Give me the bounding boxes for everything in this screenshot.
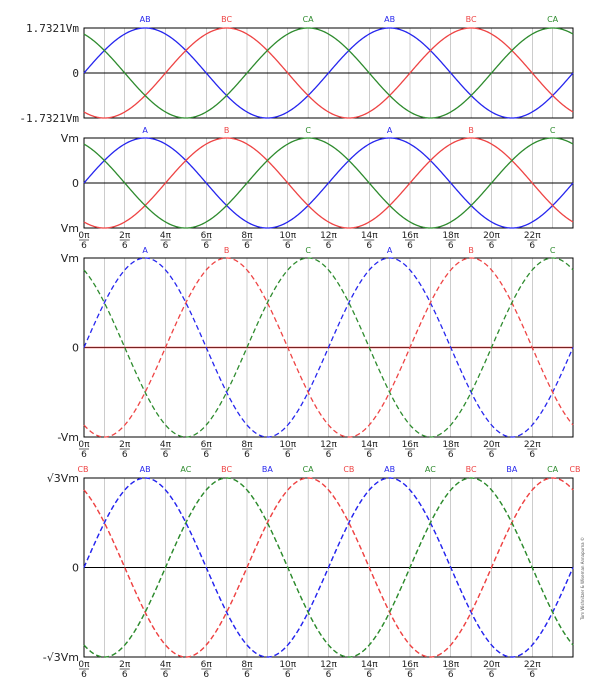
x-tick-denominator: 6 <box>121 241 128 251</box>
x-tick-label: 18π <box>442 231 460 241</box>
x-tick-label: 2π <box>119 660 131 670</box>
x-tick-denominator: 6 <box>366 670 373 680</box>
x-tick-denominator: 6 <box>244 241 250 251</box>
x-tick-denominator: 6 <box>203 670 210 680</box>
x-tick-denominator: 6 <box>121 450 128 460</box>
x-tick-label: 4π <box>159 660 172 670</box>
x-tick-denominator: 6 <box>488 670 495 680</box>
x-tick-denominator: 6 <box>366 241 373 251</box>
x-tick-denominator: 6 <box>284 241 291 251</box>
x-tick-label: 6π <box>200 660 212 670</box>
x-tick-denominator: 6 <box>203 450 210 460</box>
x-tick-denominator: 6 <box>407 450 413 460</box>
peak-label: CA <box>547 465 559 474</box>
x-tick-denominator: 6 <box>121 670 128 680</box>
x-tick-denominator: 6 <box>244 670 250 680</box>
x-tick-label: 4π <box>159 231 172 241</box>
x-tick-denominator: 6 <box>407 241 413 251</box>
x-tick-label: 12π <box>320 660 337 670</box>
x-tick-label: 12π <box>320 440 337 450</box>
credit-watermark: Tom Wishnitzer & Wiseman Annapurna © <box>580 537 585 620</box>
x-tick-label: 12π <box>320 231 337 241</box>
x-tick-denominator: 6 <box>325 670 332 680</box>
peak-label: AC <box>180 465 192 474</box>
x-tick-denominator: 6 <box>529 241 536 251</box>
x-tick-label: 16π <box>401 231 419 241</box>
series-label: CA <box>547 15 559 24</box>
x-tick-denominator: 6 <box>81 670 87 680</box>
y-tick-label: Vm <box>60 132 79 145</box>
series-label: A <box>142 126 148 135</box>
peak-label: CB <box>77 465 89 474</box>
series-label: C <box>305 126 311 135</box>
x-tick-denominator: 6 <box>244 450 250 460</box>
peak-label: BA <box>506 465 518 474</box>
x-tick-label: 14π <box>360 231 378 241</box>
peak-label: CA <box>302 465 314 474</box>
x-tick-label: 0π <box>78 231 90 241</box>
x-tick-label: 16π <box>401 660 419 670</box>
x-tick-label: 20π <box>483 660 500 670</box>
series-label: B <box>468 126 474 135</box>
y-tick-label: Vm <box>60 222 79 235</box>
y-tick-label: -1.7321Vm <box>19 112 79 125</box>
peak-label: AC <box>424 465 436 474</box>
y-tick-label: 0 <box>72 341 79 355</box>
x-tick-label: 6π <box>200 231 212 241</box>
peak-label: CB <box>343 465 355 474</box>
x-tick-label: 18π <box>442 660 460 670</box>
x-tick-label: 10π <box>279 231 297 241</box>
series-label: AB <box>139 15 151 24</box>
x-tick-denominator: 6 <box>529 450 536 460</box>
series-label: C <box>549 246 556 255</box>
y-tick-label: √3Vm <box>46 472 79 485</box>
x-tick-denominator: 6 <box>81 241 87 251</box>
x-tick-label: 4π <box>159 440 172 450</box>
series-label: C <box>305 246 311 255</box>
x-tick-label: 2π <box>119 440 131 450</box>
x-tick-denominator: 6 <box>447 670 454 680</box>
x-tick-denominator: 6 <box>284 670 291 680</box>
series-label: B <box>223 126 230 135</box>
y-tick-label: 0 <box>72 177 79 190</box>
x-tick-denominator: 6 <box>407 670 413 680</box>
x-tick-denominator: 6 <box>325 241 332 251</box>
x-tick-label: 14π <box>360 440 378 450</box>
x-tick-denominator: 6 <box>488 241 495 251</box>
peak-label: AB <box>384 465 396 474</box>
x-tick-label: 22π <box>523 440 541 450</box>
x-tick-label: 6π <box>200 440 212 450</box>
x-tick-denominator: 6 <box>81 450 87 460</box>
x-tick-denominator: 6 <box>447 241 454 251</box>
x-tick-label: 22π <box>523 231 541 241</box>
x-tick-label: 10π <box>279 440 297 450</box>
x-tick-denominator: 6 <box>447 450 454 460</box>
x-tick-denominator: 6 <box>366 450 373 460</box>
series-label: A <box>386 246 393 255</box>
series-label: B <box>468 246 474 255</box>
y-tick-label: 1.7321Vm <box>26 22 79 35</box>
series-label: AB <box>384 15 396 24</box>
series-label: BC <box>221 15 233 24</box>
peak-label: AB <box>139 465 151 474</box>
series-label: A <box>142 246 148 255</box>
y-tick-label: -√3Vm <box>42 651 79 664</box>
x-tick-label: 20π <box>483 231 500 241</box>
x-tick-label: 0π <box>78 440 90 450</box>
peak-label: BA <box>261 465 273 474</box>
x-tick-label: 22π <box>523 660 541 670</box>
x-tick-denominator: 6 <box>203 241 210 251</box>
six-line-voltage-chart-dashed <box>43 465 581 680</box>
series-label: C <box>549 126 556 135</box>
x-tick-denominator: 6 <box>284 450 291 460</box>
x-tick-denominator: 6 <box>162 670 169 680</box>
peak-label: BC <box>465 465 477 474</box>
y-tick-label: 0 <box>72 561 79 575</box>
y-tick-label: Vm <box>60 252 79 265</box>
series-label: B <box>223 246 230 255</box>
x-tick-label: 8π <box>241 231 253 241</box>
x-tick-label: 8π <box>241 660 253 670</box>
series-label: A <box>386 126 393 135</box>
x-tick-label: 10π <box>279 660 297 670</box>
x-tick-label: 14π <box>360 660 378 670</box>
peak-label: CB <box>569 465 581 474</box>
phase-voltage-chart-solid <box>61 126 573 251</box>
y-tick-label: 0 <box>72 67 79 80</box>
series-label: CA <box>302 15 314 24</box>
x-tick-label: 20π <box>483 440 500 450</box>
x-tick-denominator: 6 <box>325 450 332 460</box>
x-tick-label: 16π <box>401 440 419 450</box>
line-voltage-chart-solid <box>19 15 573 125</box>
x-tick-label: 18π <box>442 440 460 450</box>
x-tick-denominator: 6 <box>488 450 495 460</box>
phase-voltage-chart-dashed <box>57 246 573 460</box>
y-tick-label: -Vm <box>57 431 79 444</box>
peak-label: BC <box>221 465 233 474</box>
x-tick-denominator: 6 <box>529 670 536 680</box>
series-label: BC <box>465 15 477 24</box>
x-tick-denominator: 6 <box>162 450 169 460</box>
x-tick-label: 0π <box>78 660 90 670</box>
x-tick-denominator: 6 <box>162 241 169 251</box>
x-tick-label: 2π <box>119 231 131 241</box>
x-tick-label: 8π <box>241 440 253 450</box>
